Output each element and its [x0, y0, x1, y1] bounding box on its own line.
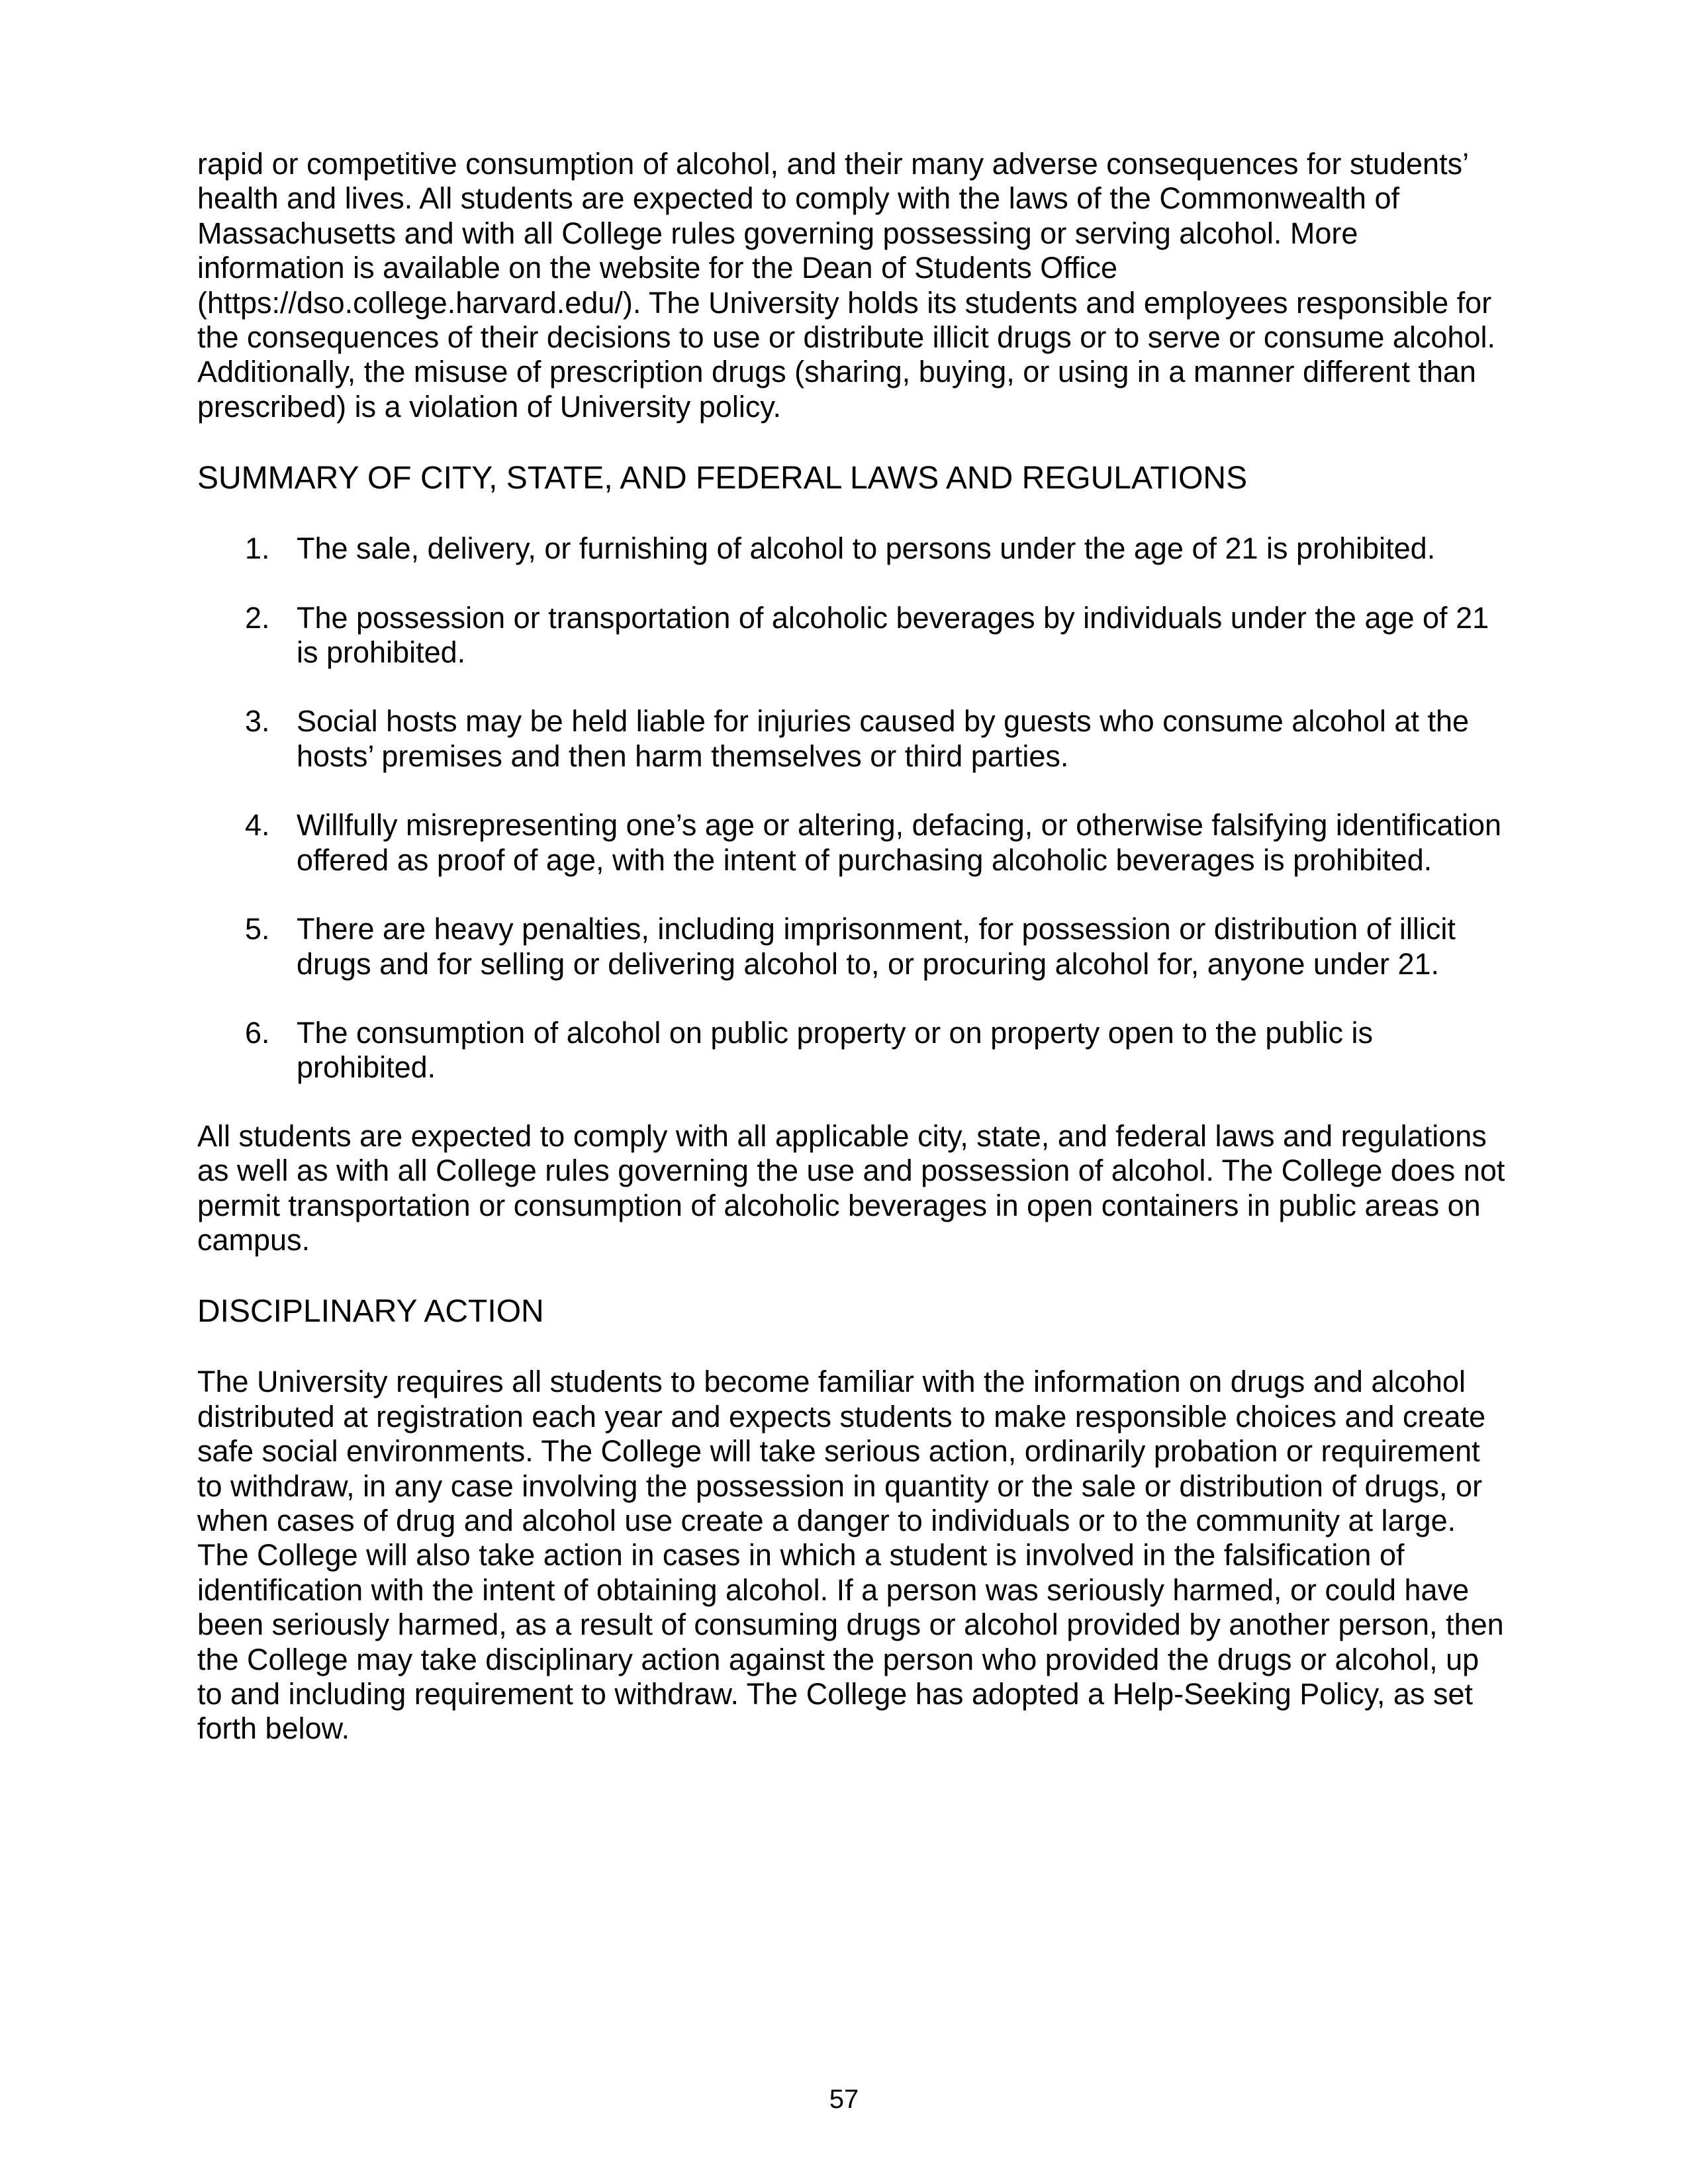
law-item-number: 5. [245, 912, 270, 946]
law-item-number: 3. [245, 704, 270, 739]
law-item-text: Willfully misrepresenting one’s age or altering, defacing, or otherwise falsifying identification offered as proof of age, with the intent of purchasing alcoholic beverages is prohibited. [297, 808, 1502, 877]
law-item-number: 6. [245, 1015, 270, 1050]
law-item [197, 1016, 1508, 1085]
law-item-text: The consumption of alcohol on public property or on property open to the public is prohibited. [297, 1015, 1373, 1085]
law-item-number: 1. [245, 531, 270, 566]
law-item-number: 2. [245, 600, 270, 635]
page-number: 57 [829, 2085, 859, 2114]
law-item [197, 912, 1508, 981]
disciplinary-section-heading: DISCIPLINARY ACTION [197, 1294, 544, 1330]
laws-closing-paragraph: All students are expected to comply with all applicable city, state, and federal laws and regulations as well as with all College rules governing the use and possession of alcohol. The College does not permit transportation or consumption of alcoholic beverages in open containers in public areas on campus. [197, 1118, 1505, 1257]
intro-paragraph: rapid or competitive consumption of alcohol, and their many adverse consequences for students’ health and lives. All students are expected to comply with the laws of the Commonwealth of Massachusetts and with all College rules governing possessing or serving alcohol. More information is available on the website for the Dean of Students Office (https://dso.college.harvard.edu/). The University holds its students and employees responsible for the consequences of their decisions to use or distribute illicit drugs or to serve or consume alcohol. Additionally, the misuse of prescription drugs (sharing, buying, or using in a manner different than prescribed) is a violation of University policy. [197, 147, 1496, 424]
law-item [197, 531, 1508, 566]
law-item [197, 601, 1508, 670]
law-item [197, 704, 1508, 774]
law-item-text: There are heavy penalties, including imprisonment, for possession or distribution of illicit drugs and for selling or delivering alcohol to, or procuring alcohol for, anyone under 21. [297, 912, 1456, 981]
laws-list [197, 531, 1508, 1085]
law-item-text: The sale, delivery, or furnishing of alcohol to persons under the age of 21 is prohibited. [297, 531, 1436, 566]
law-item-text: Social hosts may be held liable for injuries caused by guests who consume alcohol at the hosts’ premises and then harm themselves or third parties. [297, 704, 1469, 773]
laws-section-heading: SUMMARY OF CITY, STATE, AND FEDERAL LAWS AND REGULATIONS [197, 461, 1248, 496]
law-item [197, 808, 1508, 878]
page-body [197, 147, 1508, 1747]
law-item-number: 4. [245, 808, 270, 842]
disciplinary-paragraph: The University requires all students to become familiar with the information on drugs and alcohol distributed at registration each year and expects students to make responsible choices and create safe social environments. The College will take serious action, ordinarily probation or requirement to withdraw, in any case involving the possession in quantity or the sale or distribution of drugs, or when cases of drug and alcohol use create a danger to individuals or to the community at large. The College will also take action in cases in which a student is involved in the falsification of identification with the intent of obtaining alcohol. If a person was seriously harmed, or could have been seriously harmed, as a result of consuming drugs or alcohol provided by another person, then the College may take disciplinary action against the person who provided the drugs or alcohol, up to and including requirement to withdraw. The College has adopted a Help-Seeking Policy, as set forth below. [197, 1365, 1504, 1746]
law-item-text: The possession or transportation of alcoholic beverages by individuals under the age of 21 is prohibited. [297, 600, 1489, 670]
